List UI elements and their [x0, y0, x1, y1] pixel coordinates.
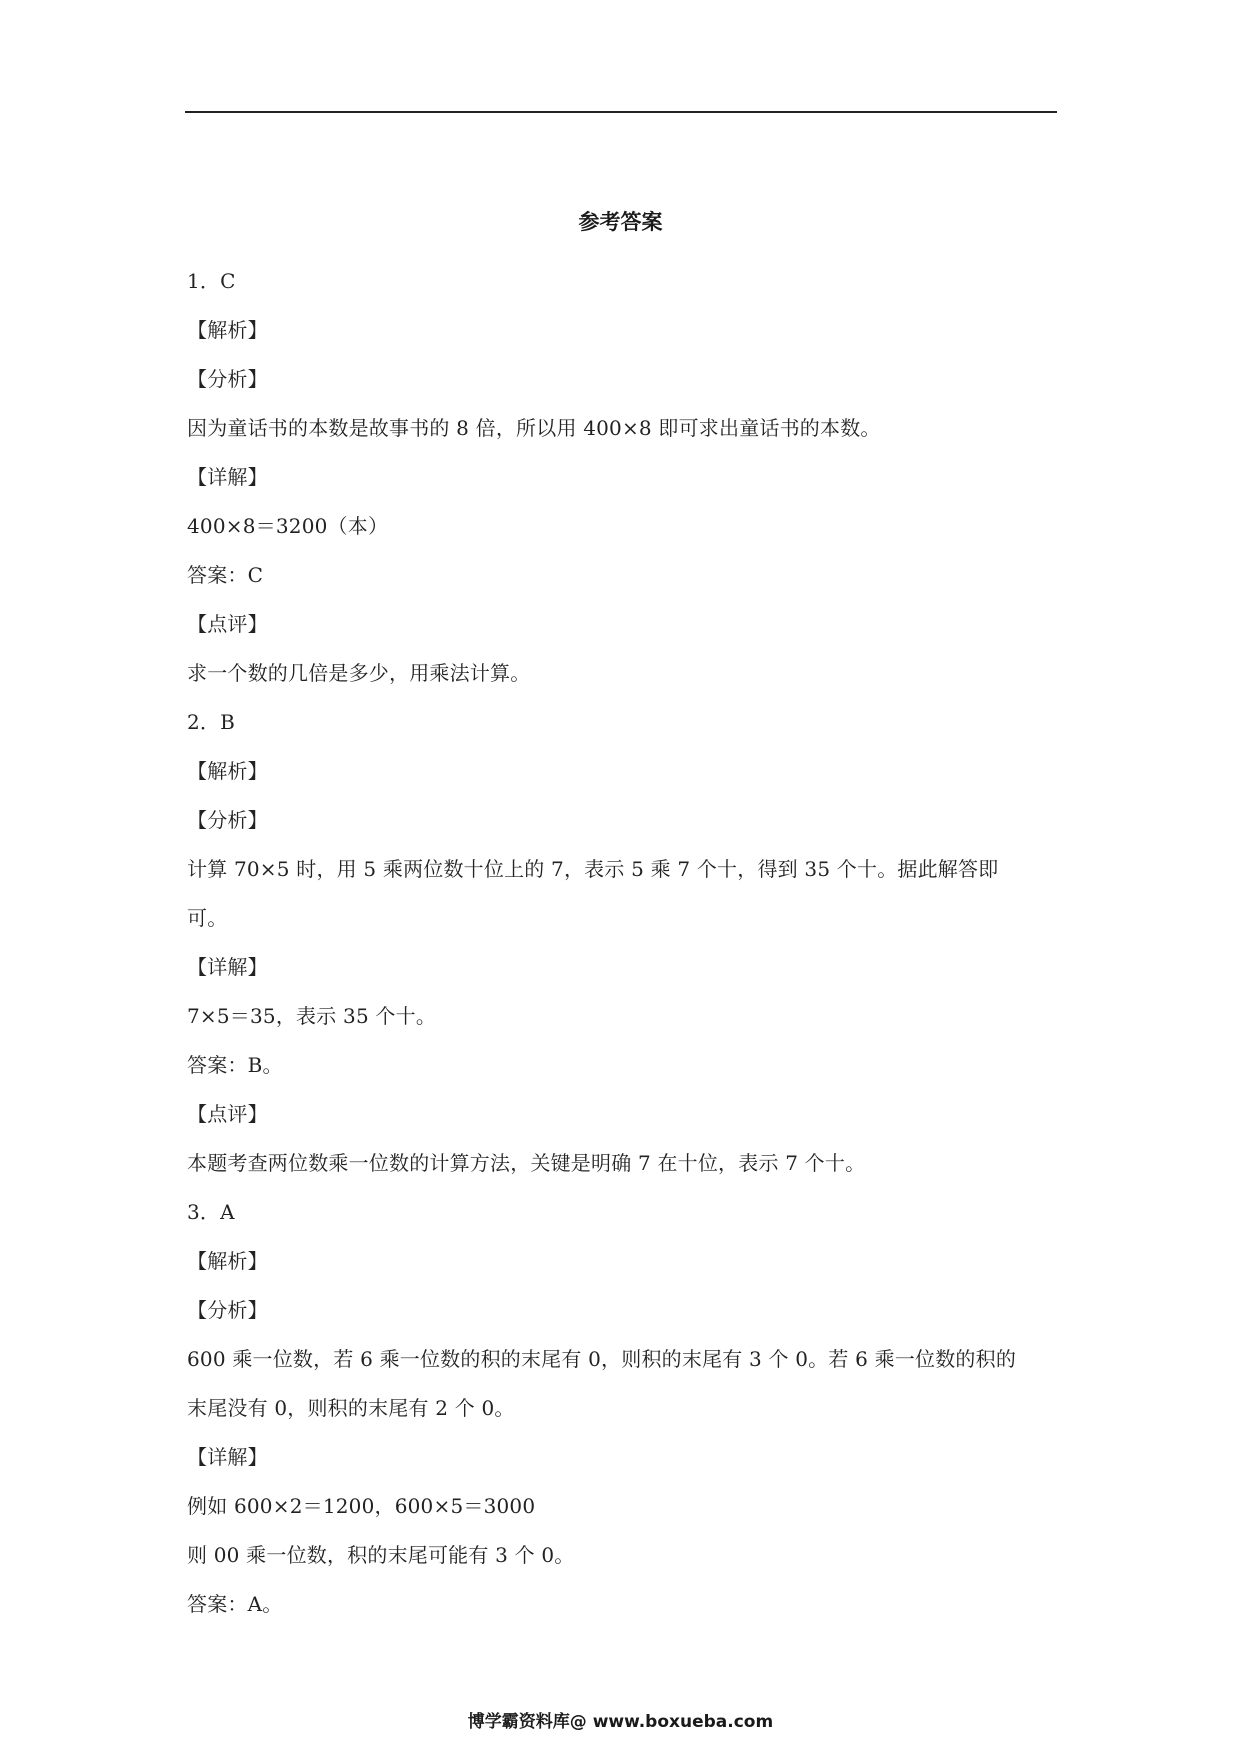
section-fenxi: 【分析】 — [187, 367, 268, 391]
section-xiangjie: 【详解】 — [187, 1445, 268, 1469]
analysis-text: 600 乘一位数，若 6 乘一位数的积的末尾有 0，则积的末尾有 3 个 0。若 6 乘一位数的积的 — [187, 1347, 1017, 1371]
answer-text: 答案：A。 — [187, 1592, 283, 1616]
answer-content — [187, 257, 1057, 1629]
analysis-text-continued: 末尾没有 0，则积的末尾有 2 个 0。 — [187, 1396, 515, 1420]
section-fenxi: 【分析】 — [187, 1298, 268, 1322]
analysis-text-continued: 可。 — [187, 906, 228, 930]
section-jiexi: 【解析】 — [187, 759, 268, 783]
answer-text: 答案：C — [187, 563, 264, 587]
solution-example: 例如 600×2＝1200，600×5＝3000 — [187, 1494, 536, 1518]
section-xiangjie: 【详解】 — [187, 465, 268, 489]
comment-text: 本题考查两位数乘一位数的计算方法，关键是明确 7 在十位，表示 7 个十。 — [187, 1151, 866, 1175]
section-dianping: 【点评】 — [187, 1102, 268, 1126]
footer-watermark: 博学霸资料库@ www.boxueba.com — [467, 1712, 774, 1732]
answer-text: 答案：B。 — [187, 1053, 283, 1077]
section-jiexi: 【解析】 — [187, 318, 268, 342]
section-fenxi: 【分析】 — [187, 808, 268, 832]
answer-1-heading: 1．C — [187, 269, 236, 293]
answer-2-heading: 2．B — [187, 710, 236, 734]
section-dianping: 【点评】 — [187, 612, 268, 636]
solution-text: 400×8＝3200（本） — [187, 514, 389, 538]
section-jiexi: 【解析】 — [187, 1249, 268, 1273]
page-title: 参考答案 — [578, 210, 663, 234]
analysis-text: 计算 70×5 时，用 5 乘两位数十位上的 7，表示 5 乘 7 个十，得到 35 个十。据此解答即 — [187, 857, 999, 881]
analysis-text: 因为童话书的本数是故事书的 8 倍，所以用 400×8 即可求出童话书的本数。 — [187, 416, 881, 440]
comment-text: 求一个数的几倍是多少，用乘法计算。 — [187, 661, 531, 685]
section-xiangjie: 【详解】 — [187, 955, 268, 979]
solution-text: 7×5＝35，表示 35 个十。 — [187, 1004, 437, 1028]
answer-3-heading: 3．A — [187, 1200, 235, 1224]
solution-text: 则 00 乘一位数，积的末尾可能有 3 个 0。 — [187, 1543, 575, 1567]
header-rule — [185, 111, 1057, 113]
